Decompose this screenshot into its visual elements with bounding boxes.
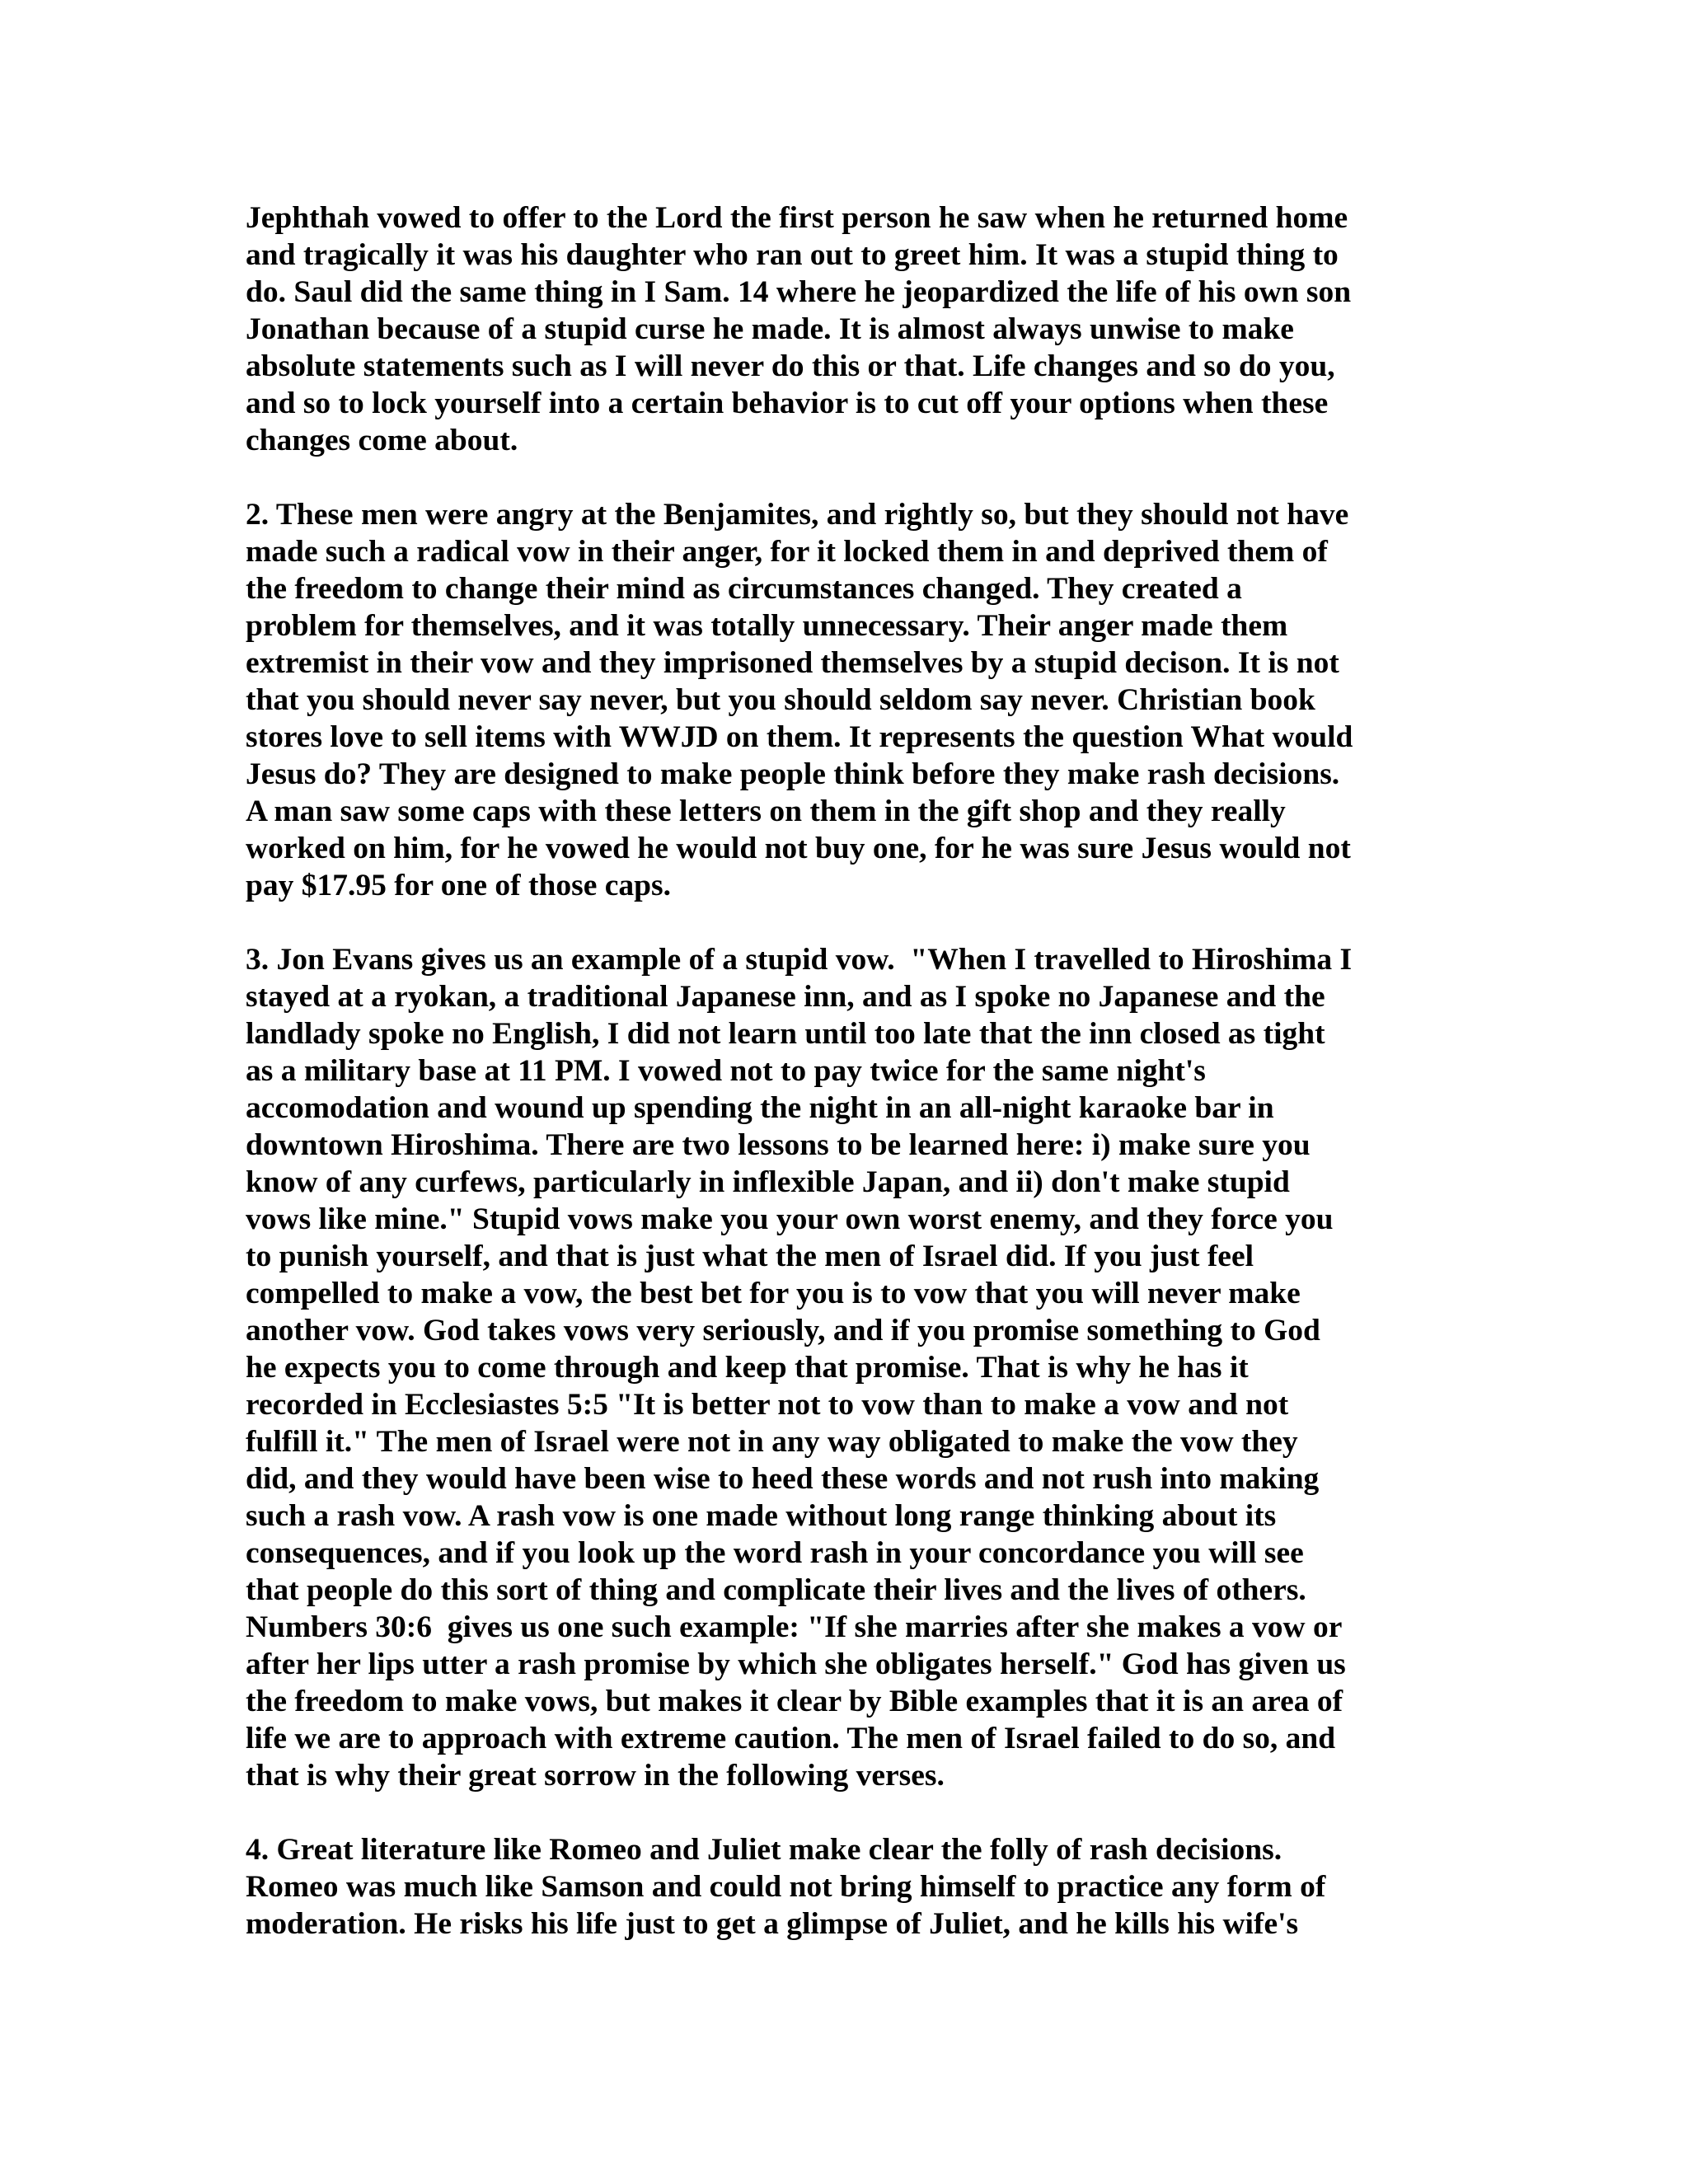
text-line: stores love to sell items with WWJD on them. It represents the question What would <box>246 720 1353 754</box>
text-line: worked on him, for he vowed he would not buy one, for he was sure Jesus would not <box>246 832 1351 865</box>
paragraph-4 <box>246 1831 1457 1943</box>
paragraph-spacer <box>246 1794 1457 1831</box>
text-line: recorded in Ecclesiastes 5:5 "It is better not to vow than to make a vow and not <box>246 1388 1289 1422</box>
text-line: life we are to approach with extreme caution. The men of Israel failed to do so, and <box>246 1722 1336 1755</box>
paragraph-1 <box>246 199 1457 459</box>
text-line: know of any curfews, particularly in inflexible Japan, and ii) don't make stupid <box>246 1165 1290 1199</box>
text-line: accomodation and wound up spending the night in an all-night karaoke bar in <box>246 1091 1274 1125</box>
text-line: stayed at a ryokan, a traditional Japanese inn, and as I spoke no Japanese and the <box>246 980 1325 1014</box>
text-line: did, and they would have been wise to heed these words and not rush into making <box>246 1462 1320 1496</box>
text-line: Jesus do? They are designed to make people think before they make rash decisions. <box>246 757 1340 791</box>
text-line: that you should never say never, but you should seldom say never. Christian book <box>246 683 1315 717</box>
text-line: problem for themselves, and it was totally unnecessary. Their anger made them <box>246 609 1288 643</box>
text-line: that people do this sort of thing and complicate their lives and the lives of others. <box>246 1573 1306 1607</box>
text-line: the freedom to make vows, but makes it clear by Bible examples that it is an area of <box>246 1685 1343 1718</box>
text-line: 3. Jon Evans gives us an example of a stupid vow. "When I travelled to Hiroshima I <box>246 943 1353 977</box>
document-body <box>246 199 1457 1943</box>
text-line: 4. Great literature like Romeo and Juliet make clear the folly of rash decisions. <box>246 1833 1282 1867</box>
text-line: Romeo was much like Samson and could not bring himself to practice any form of <box>246 1870 1326 1904</box>
text-line: the freedom to change their mind as circumstances changed. They created a <box>246 572 1242 606</box>
text-line: Jephthah vowed to offer to the Lord the first person he saw when he returned home <box>246 201 1348 235</box>
text-line: as a military base at 11 PM. I vowed not to pay twice for the same night's <box>246 1054 1206 1088</box>
text-line: 2. These men were angry at the Benjamites, and rightly so, but they should not have <box>246 498 1349 532</box>
text-line: changes come about. <box>246 424 518 457</box>
text-line: after her lips utter a rash promise by which she obligates herself." God has given us <box>246 1647 1346 1681</box>
paragraph-2 <box>246 496 1457 904</box>
text-line: and tragically it was his daughter who ran out to greet him. It was a stupid thing to <box>246 238 1339 272</box>
text-line: another vow. God takes vows very seriously, and if you promise something to God <box>246 1314 1320 1347</box>
text-line: to punish yourself, and that is just what the men of Israel did. If you just feel <box>246 1240 1254 1273</box>
text-line: moderation. He risks his life just to get a glimpse of Juliet, and he kills his wife's <box>246 1907 1299 1941</box>
text-line: Numbers 30:6 gives us one such example: "If she marries after she makes a vow or <box>246 1610 1343 1644</box>
text-line: compelled to make a vow, the best bet for you is to vow that you will never make <box>246 1277 1301 1310</box>
paragraph-3 <box>246 941 1457 1794</box>
paragraph-spacer <box>246 459 1457 496</box>
text-line: he expects you to come through and keep that promise. That is why he has it <box>246 1351 1249 1385</box>
text-line: made such a radical vow in their anger, for it locked them in and deprived them of <box>246 535 1328 569</box>
text-line: A man saw some caps with these letters on them in the gift shop and they really <box>246 794 1286 828</box>
text-line: such a rash vow. A rash vow is one made without long range thinking about its <box>246 1499 1277 1533</box>
text-line: vows like mine." Stupid vows make you your own worst enemy, and they force you <box>246 1202 1334 1236</box>
text-line: downtown Hiroshima. There are two lessons to be learned here: i) make sure you <box>246 1128 1311 1162</box>
text-line: Jonathan because of a stupid curse he made. It is almost always unwise to make <box>246 312 1294 346</box>
text-line: landlady spoke no English, I did not learn until too late that the inn closed as tight <box>246 1017 1325 1051</box>
text-line: pay $17.95 for one of those caps. <box>246 869 671 902</box>
text-line: absolute statements such as I will never do this or that. Life changes and so do you, <box>246 349 1335 383</box>
text-line: do. Saul did the same thing in I Sam. 14 where he jeopardized the life of his own son <box>246 275 1352 309</box>
text-line: consequences, and if you look up the word rash in your concordance you will see <box>246 1536 1304 1570</box>
text-line: that is why their great sorrow in the following verses. <box>246 1759 945 1793</box>
paragraph-spacer <box>246 904 1457 941</box>
text-line: fulfill it." The men of Israel were not in any way obligated to make the vow they <box>246 1425 1298 1459</box>
text-line: extremist in their vow and they imprisoned themselves by a stupid decison. It is not <box>246 646 1339 680</box>
text-line: and so to lock yourself into a certain behavior is to cut off your options when these <box>246 387 1329 420</box>
